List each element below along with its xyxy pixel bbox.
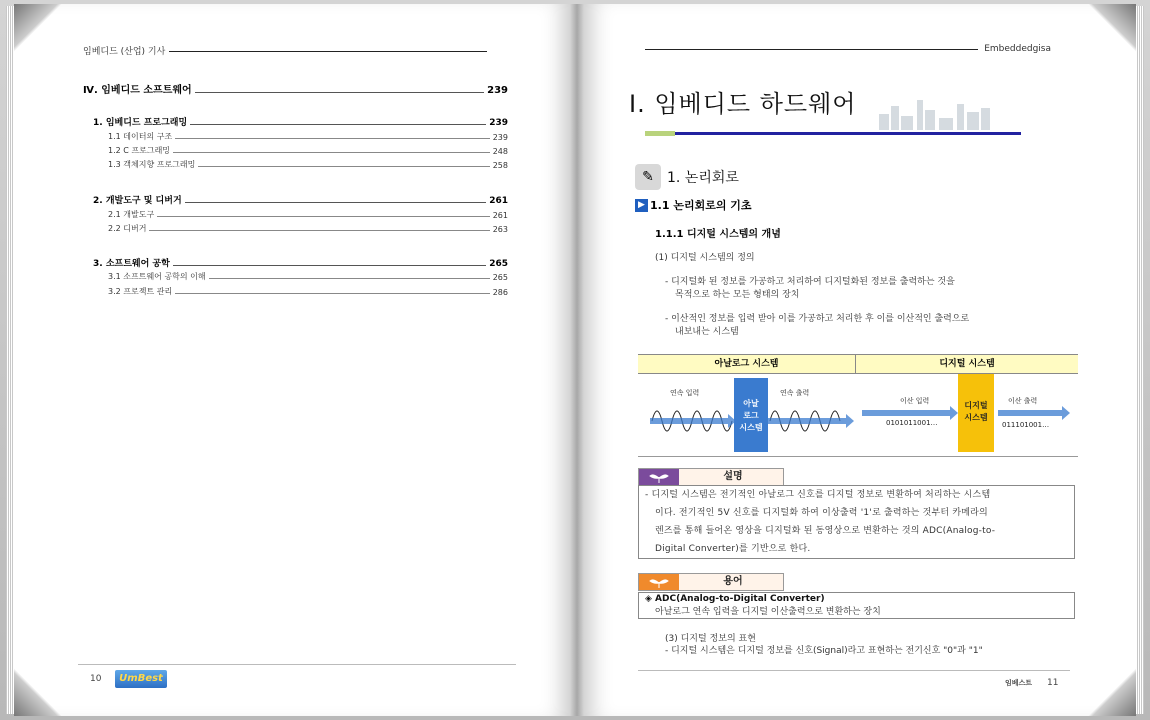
toc-section[interactable] <box>108 223 508 234</box>
box-line: 디지털 <box>964 401 988 410</box>
subsection-heading <box>635 197 752 213</box>
right-page-stack <box>1136 6 1144 714</box>
left-page-stack <box>6 6 14 714</box>
toc-part-title: Ⅳ. 임베디드 소프트웨어 <box>83 85 192 96</box>
section-title: 1. 논리회로 <box>667 170 739 186</box>
chapter-title-underline <box>645 132 1021 135</box>
bullet-line: 내보내는 시스템 <box>675 327 739 337</box>
analog-digital-diagram <box>638 354 1078 457</box>
toc-section[interactable] <box>108 271 508 282</box>
page-curl-bottom-right[interactable] <box>1088 668 1136 716</box>
toc-chapter-title: 2. 개발도구 및 디버거 <box>93 196 182 206</box>
bullet-line: 목적으로 하는 모든 형태의 장치 <box>675 290 800 300</box>
left-page-number: 10 <box>90 674 102 684</box>
umbest-logo: UmBest <box>115 670 167 688</box>
footer-brand: 임베스트 <box>1005 679 1033 687</box>
toc-leader <box>185 202 487 203</box>
toc-section-page: 248 <box>492 147 508 156</box>
analog-system-box <box>734 378 768 452</box>
section-heading <box>635 164 739 190</box>
toc-chapter-page: 261 <box>489 196 508 206</box>
analog-output-label: 연속 출력 <box>780 389 810 397</box>
toc-leader <box>175 293 490 294</box>
box-line: 아날 <box>743 399 759 408</box>
term-box <box>638 592 1075 619</box>
toc-section-page: 261 <box>492 211 508 220</box>
toc-chapter-title: 3. 소프트웨어 공학 <box>93 259 170 269</box>
toc-leader <box>173 152 490 153</box>
page-curl-top-left[interactable] <box>14 4 62 52</box>
toc-section-title: 3.1 소프트웨어 공학의 이해 <box>108 272 206 281</box>
toc-leader <box>190 124 486 125</box>
header-rule <box>645 49 978 50</box>
toc-section-page: 258 <box>492 161 508 170</box>
book-spine <box>570 4 584 716</box>
term-name: ◈ ADC(Analog-to-Digital Converter) <box>645 594 825 604</box>
left-header-text: 임베디드 (산업) 기사 <box>83 47 166 57</box>
toc-section-title: 1.1 데이터의 구조 <box>108 132 173 141</box>
digital-input-label: 이산 입력 <box>900 397 930 405</box>
header-rule <box>169 51 487 52</box>
explain-line: 이다. 전기적인 5V 신호를 디지털화 하여 이상출력 '1'로 출력하는 것부터 카메라의 <box>655 508 988 518</box>
toc-chapter-title: 1. 임베디드 프로그래밍 <box>93 118 188 128</box>
digital-output-label: 이산 출력 <box>1008 397 1038 405</box>
toc-section-title: 2.2 디버거 <box>108 224 147 233</box>
toc-chapter-page: 265 <box>489 259 508 269</box>
explain-tag <box>638 468 784 486</box>
toc-section-title: 1.3 객체지향 프로그래밍 <box>108 160 196 169</box>
toc-part-page: 239 <box>487 85 508 96</box>
toc-section[interactable] <box>108 159 508 170</box>
left-page-header <box>83 44 487 57</box>
right-page-number: 11 <box>1047 678 1059 688</box>
subsection-title: 1.1 논리회로의 기초 <box>650 199 752 212</box>
page-curl-bottom-left[interactable] <box>14 668 62 716</box>
toc-leader <box>157 216 490 217</box>
sprout-icon <box>639 469 679 485</box>
toc-section[interactable] <box>108 145 508 156</box>
toc-section-title: 1.2 C 프로그래밍 <box>108 146 171 155</box>
analog-input-label: 연속 입력 <box>670 389 700 397</box>
toc-leader <box>149 230 489 231</box>
bullet-line: - 디지털 시스템은 디지털 정보를 신호(Signal)라고 표현하는 전기신호 "0"과 "1" <box>665 646 983 656</box>
explain-line: 렌즈를 통해 들어온 영상을 디지털화 된 동영상으로 변환하는 것의 ADC(Analog-to- <box>655 526 996 536</box>
toc-leader <box>175 138 490 139</box>
toc-section-page: 239 <box>492 133 508 142</box>
chapter-title-accent <box>645 131 675 136</box>
footer-rule <box>78 664 516 665</box>
item-heading: (1) 디지털 시스템의 정의 <box>655 253 755 263</box>
bullet-line: - 디지털화 된 정보를 가공하고 처리하여 디지털화된 정보를 출력하는 것을 <box>665 277 955 287</box>
term-tag <box>638 573 784 591</box>
sprout-icon <box>639 574 679 590</box>
left-page[interactable] <box>14 4 577 716</box>
box-line: 시스템 <box>964 413 988 422</box>
explain-box <box>638 485 1075 559</box>
toc-section-page: 263 <box>492 225 508 234</box>
digital-system-header: 디지털 시스템 <box>856 354 1078 374</box>
toc-leader <box>173 265 486 266</box>
digital-input-bits: 0101011001… <box>886 419 938 427</box>
arrow-right-icon: ▶ <box>635 199 648 212</box>
explain-line: Digital Converter)를 기반으로 한다. <box>655 544 811 554</box>
term-tag-label: 용어 <box>723 576 743 587</box>
toc-section-title: 3.2 프로젝트 관리 <box>108 287 173 296</box>
right-page-header <box>645 44 1051 54</box>
chapter-title: Ⅰ. 임베디드 하드웨어 <box>629 90 857 118</box>
toc-section-page: 265 <box>492 273 508 282</box>
page-curl-top-right[interactable] <box>1088 4 1136 52</box>
toc-chapter-page: 239 <box>489 118 508 128</box>
toc-section[interactable] <box>108 209 508 220</box>
city-skyline-icon <box>877 96 997 130</box>
right-page[interactable] <box>577 4 1136 716</box>
term-desc: 아날로그 연속 입력을 디지털 이산출력으로 변환하는 장치 <box>655 607 881 617</box>
bullet-line: - 이산적인 정보를 입력 받아 이를 가공하고 처리한 후 이를 이산적인 출력으로 <box>665 314 970 324</box>
footer-rule <box>638 670 1070 671</box>
explain-line: - 디지털 시스템은 전기적인 아날로그 신호를 디지털 정보로 변환하여 처리하는 시스템 <box>645 490 991 500</box>
box-line: 시스템 <box>739 423 763 432</box>
toc-section-title: 2.1 개발도구 <box>108 210 155 219</box>
toc-chapter[interactable] <box>93 193 508 206</box>
subsubsection-title: 1.1.1 디지털 시스템의 개념 <box>655 229 781 240</box>
toc-leader <box>209 278 490 279</box>
analog-system-header: 아날로그 시스템 <box>638 354 856 374</box>
box-line: 로그 <box>743 411 759 420</box>
toc-leader <box>198 166 489 167</box>
digital-system-box <box>958 374 994 452</box>
toc-chapter[interactable] <box>93 115 508 128</box>
item-heading: (3) 디지털 정보의 표현 <box>665 634 756 644</box>
toc-leader <box>195 92 484 93</box>
toc-section[interactable] <box>108 286 508 297</box>
digital-output-bits: 011101001… <box>1002 421 1050 429</box>
pencil-icon: ✎ <box>635 164 661 190</box>
right-header-text: Embeddedgisa <box>984 44 1051 54</box>
toc-section[interactable] <box>108 131 508 142</box>
explain-tag-label: 설명 <box>723 471 743 482</box>
toc-section-page: 286 <box>492 288 508 297</box>
toc-part[interactable] <box>83 81 508 96</box>
toc-chapter[interactable] <box>93 256 508 269</box>
